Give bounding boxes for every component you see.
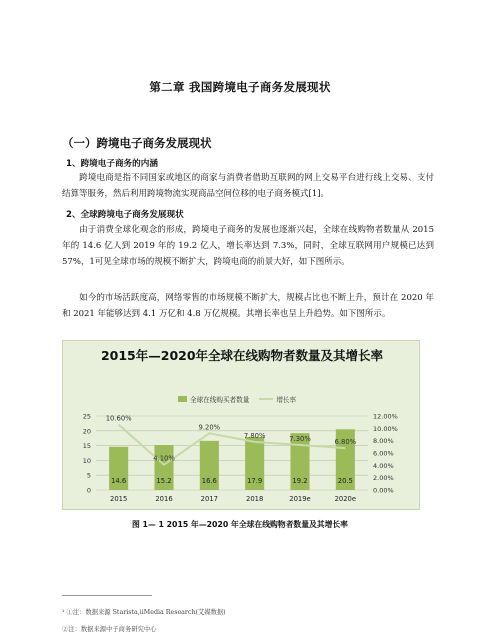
legend-line-label: 增长率 [276, 396, 297, 404]
chapter-title: 第二章 我国跨境电子商务发展现状 [149, 80, 331, 94]
x-axis-tick-label: 2020e [334, 495, 357, 503]
paragraph-3 [62, 290, 434, 322]
x-axis-tick-label: 2015 [110, 495, 128, 503]
bar-data-label: 15.2 [156, 477, 172, 485]
bar-data-label: 19.2 [292, 477, 308, 485]
right-axis-tick-label: 0.00% [373, 486, 394, 495]
section-heading: （一）跨境电子商务发展现状 [62, 136, 212, 150]
legend-bar-label: 全球在线购买者数量 [190, 396, 250, 404]
left-axis-tick-label: 25 [82, 412, 91, 421]
chart-plot [62, 340, 420, 510]
bar-data-label: 17.9 [247, 477, 263, 485]
bar-data-label: 14.6 [111, 477, 127, 485]
footnote-divider [62, 595, 152, 596]
right-axis-tick-label: 8.00% [373, 437, 394, 446]
bar-data-label: 16.6 [201, 477, 217, 485]
paragraph-3-text: 如今的市场活跃度高，网络零售的市场规模不断扩大，规模占比也不断上升，预计在 2020 年和 2021 年能够达到 4.1 万亿和 4.8 万亿规模。其增长率也呈上升趋势。如下图所示。 [62, 293, 434, 319]
line-data-label: 7.30% [289, 434, 311, 443]
right-axis-tick-label: 6.00% [373, 449, 394, 458]
subsection-heading-2: 2、全球跨境电子商务发展现状 [66, 210, 184, 220]
left-axis-tick-label: 0 [86, 486, 91, 495]
paragraph-2 [62, 222, 434, 270]
right-axis-tick-label: 2.00% [373, 474, 394, 483]
paragraph-1-text: 跨境电商是指不同国家或地区的商家与消费者借助互联网的网上交易平台进行线上交易、支付结算等服务，然后利用跨境物流实现商品空间位移的电子商务模式[1]。 [62, 173, 434, 199]
line-data-label: 6.80% [334, 438, 357, 447]
footnote-1: ¹ ①注：数据来源 Starista,iiMedia Research(艾媒数据) [62, 609, 226, 616]
footnote-2: ②注：数据来源中子商务研究中心 [62, 626, 157, 633]
line-data-label: 4.10% [153, 454, 175, 463]
x-axis-tick-label: 2017 [200, 495, 218, 503]
line-data-label: 10.60% [105, 414, 132, 423]
line-data-label: 7.80% [243, 431, 266, 440]
paragraph-2-text: 由于消费全球化观念的形成，跨境电子商务的发展也逐渐兴起，全球在线购物者数量从 2015 年的 14.6 亿人到 2019 年的 19.2 亿人，增长率达到 7.3%，同时，全球互联网用户规模已达到 57%，1可见全球市场的规模不断扩大，跨境电商的前景大好，如下图所示。 [62, 225, 434, 267]
line-data-label: 9.20% [198, 423, 221, 432]
right-axis-tick-label: 12.00% [373, 412, 398, 421]
left-axis-tick-label: 20 [82, 427, 91, 436]
chart-title: 2015年—2020年全球在线购物者数量及其增长率 [100, 348, 384, 363]
right-axis-tick-label: 4.00% [373, 461, 394, 470]
left-axis-tick-label: 15 [82, 442, 91, 451]
left-axis-tick-label: 5 [86, 471, 91, 480]
x-axis-tick-label: 2018 [246, 495, 264, 503]
subsection-heading-1: 1、跨境电子商务的内涵 [66, 159, 158, 169]
x-axis-tick-label: 2016 [155, 495, 173, 503]
x-axis-tick-label: 2019e [289, 495, 311, 503]
paragraph-1 [62, 170, 434, 202]
figure-caption: 图 1— 1 2015 年—2020 年全球在线购物者数量及其增长率 [132, 520, 348, 529]
right-axis-tick-label: 10.00% [373, 424, 398, 433]
left-axis-tick-label: 10 [82, 456, 91, 465]
bar-data-label: 20.5 [337, 477, 353, 485]
